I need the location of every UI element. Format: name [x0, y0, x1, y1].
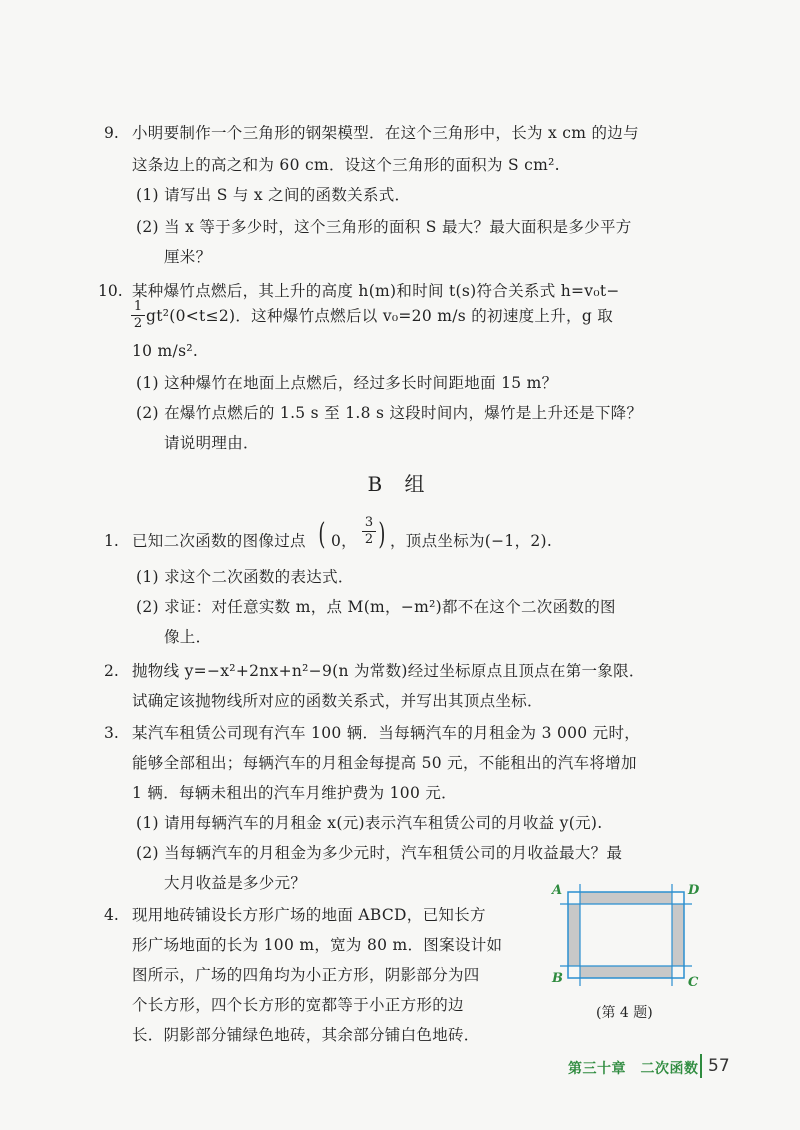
fraction-numerator: 1 [133, 299, 143, 314]
problem-9-sub-1: (1) 请写出 S 与 x 之间的函数关系式． [136, 186, 411, 204]
problem-b4-line-1: 现用地砖铺设长方形广场的地面 ABCD，已知长方 [132, 906, 486, 924]
big-left-paren: ( [318, 517, 326, 552]
rectangle-plaza-figure [548, 882, 708, 1012]
problem-b1-sub-1: (1) 求这个二次函数的表达式． [136, 568, 354, 586]
shaded-strip-left [568, 904, 580, 966]
chapter-title: 第三十章 二次函数 [568, 1061, 699, 1077]
fraction-numerator: 3 [364, 515, 374, 530]
shaded-strip-right [672, 904, 684, 966]
problem-10-sub-1: (1) 这种爆竹在地面上点燃后，经过多长时间距地面 15 m？ [136, 374, 558, 392]
problem-9-sub-2-line-2: 厘米？ [164, 248, 212, 266]
problem-b4-line-5: 长．阴影部分铺绿色地砖，其余部分铺白色地砖． [132, 1026, 480, 1044]
problem-b3-line-2: 能够全部租出；每辆汽车的月租金每提高 50 元，不能租出的汽车将增加 [132, 754, 637, 772]
problem-b4-number: 4. [104, 906, 119, 924]
problem-b3-number: 3. [104, 724, 119, 742]
fraction-denominator: 2 [364, 532, 374, 547]
problem-10-sub-2-line-1: (2) 在爆竹点燃后的 1.5 s 至 1.8 s 这段时间内，爆竹是上升还是下降？ [136, 404, 643, 422]
problem-b3-sub-1: (1) 请用每辆汽车的月租金 x(元)表示汽车租赁公司的月收益 y(元). [136, 814, 603, 832]
problem-10-fraction [131, 300, 145, 331]
problem-b3-sub-2-line-1: (2) 当每辆汽车的月租金为多少元时，汽车租赁公司的月收益最大？最 [136, 844, 623, 862]
vertex-label-d: D [688, 883, 700, 898]
big-right-paren: ) [378, 517, 386, 552]
problem-b1-sub-2-line-1: (2) 求证：对任意实数 m，点 M(m，−m²)都不在这个二次函数的图 [136, 598, 616, 616]
problem-b2-line-2: 试确定该抛物线所对应的函数关系式，并写出其顶点坐标． [132, 692, 543, 710]
problem-b2-line-1: 抛物线 y=−x²+2nx+n²−9(n 为常数)经过坐标原点且顶点在第一象限． [132, 662, 645, 680]
problem-10-line-1: 某种爆竹点燃后，其上升的高度 h(m)和时间 t(s)符合关系式 h=v₀t− [132, 282, 620, 300]
problem-b3-line-3: 1 辆．每辆未租出的汽车月维护费为 100 元． [132, 784, 457, 802]
problem-b1-fraction [362, 516, 376, 547]
problem-b3-line-1: 某汽车租赁公司现有汽车 100 辆．当每辆汽车的月租金为 3 000 元时， [132, 724, 641, 742]
problem-10-line-2: gt²(0<t≤2)．这种爆竹点燃后以 v₀=20 m/s 的初速度上升，g 取 [146, 307, 614, 325]
problem-b4-line-2: 形广场地面的长为 100 m，宽为 80 m．图案设计如 [132, 936, 503, 954]
shaded-strip-top [580, 892, 672, 904]
problem-b4-line-4: 个长方形，四个长方形的宽都等于小正方形的边 [132, 996, 464, 1014]
problem-b3-sub-2-line-2: 大月收益是多少元？ [164, 874, 307, 892]
problem-b1-text-c: ，顶点坐标为(−1，2). [390, 532, 553, 550]
problem-b2-number: 2. [104, 662, 119, 680]
problem-b1-number: 1. [104, 532, 119, 550]
problem-9-sub-2-line-1: (2) 当 x 等于多少时，这个三角形的面积 S 最大？最大面积是多少平方 [136, 218, 632, 236]
section-b-title: B 组 [367, 472, 433, 496]
problem-9-number: 9. [104, 124, 119, 142]
problem-10-line-3: 10 m/s². [132, 342, 199, 360]
problem-b1-sub-2-line-2: 像上． [164, 628, 212, 646]
problem-b1-text-a: 已知二次函数的图像过点 [132, 532, 306, 550]
page-number: 57 [708, 1056, 730, 1076]
outer-rectangle [568, 892, 684, 978]
problem-10-number: 10. [98, 282, 123, 300]
fraction-denominator: 2 [133, 316, 143, 331]
footer-divider [700, 1054, 702, 1078]
shaded-strip-bottom [580, 966, 672, 978]
vertex-label-c: C [688, 975, 699, 990]
problem-10-sub-2-line-2: 请说明理由． [164, 434, 259, 452]
problem-9-line-1: 小明要制作一个三角形的钢架模型．在这个三角形中，长为 x cm 的边与 [132, 124, 639, 142]
problem-b1-text-b: 0， [331, 532, 357, 550]
vertex-label-b: B [552, 971, 563, 986]
problem-9-line-2: 这条边上的高之和为 60 cm．设这个三角形的面积为 S cm². [132, 156, 560, 174]
vertex-label-a: A [552, 883, 563, 898]
problem-b4-line-3: 图所示，广场的四角均为小正方形，阴影部分为四 [132, 966, 480, 984]
figure-caption: (第 4 题) [596, 1005, 653, 1021]
